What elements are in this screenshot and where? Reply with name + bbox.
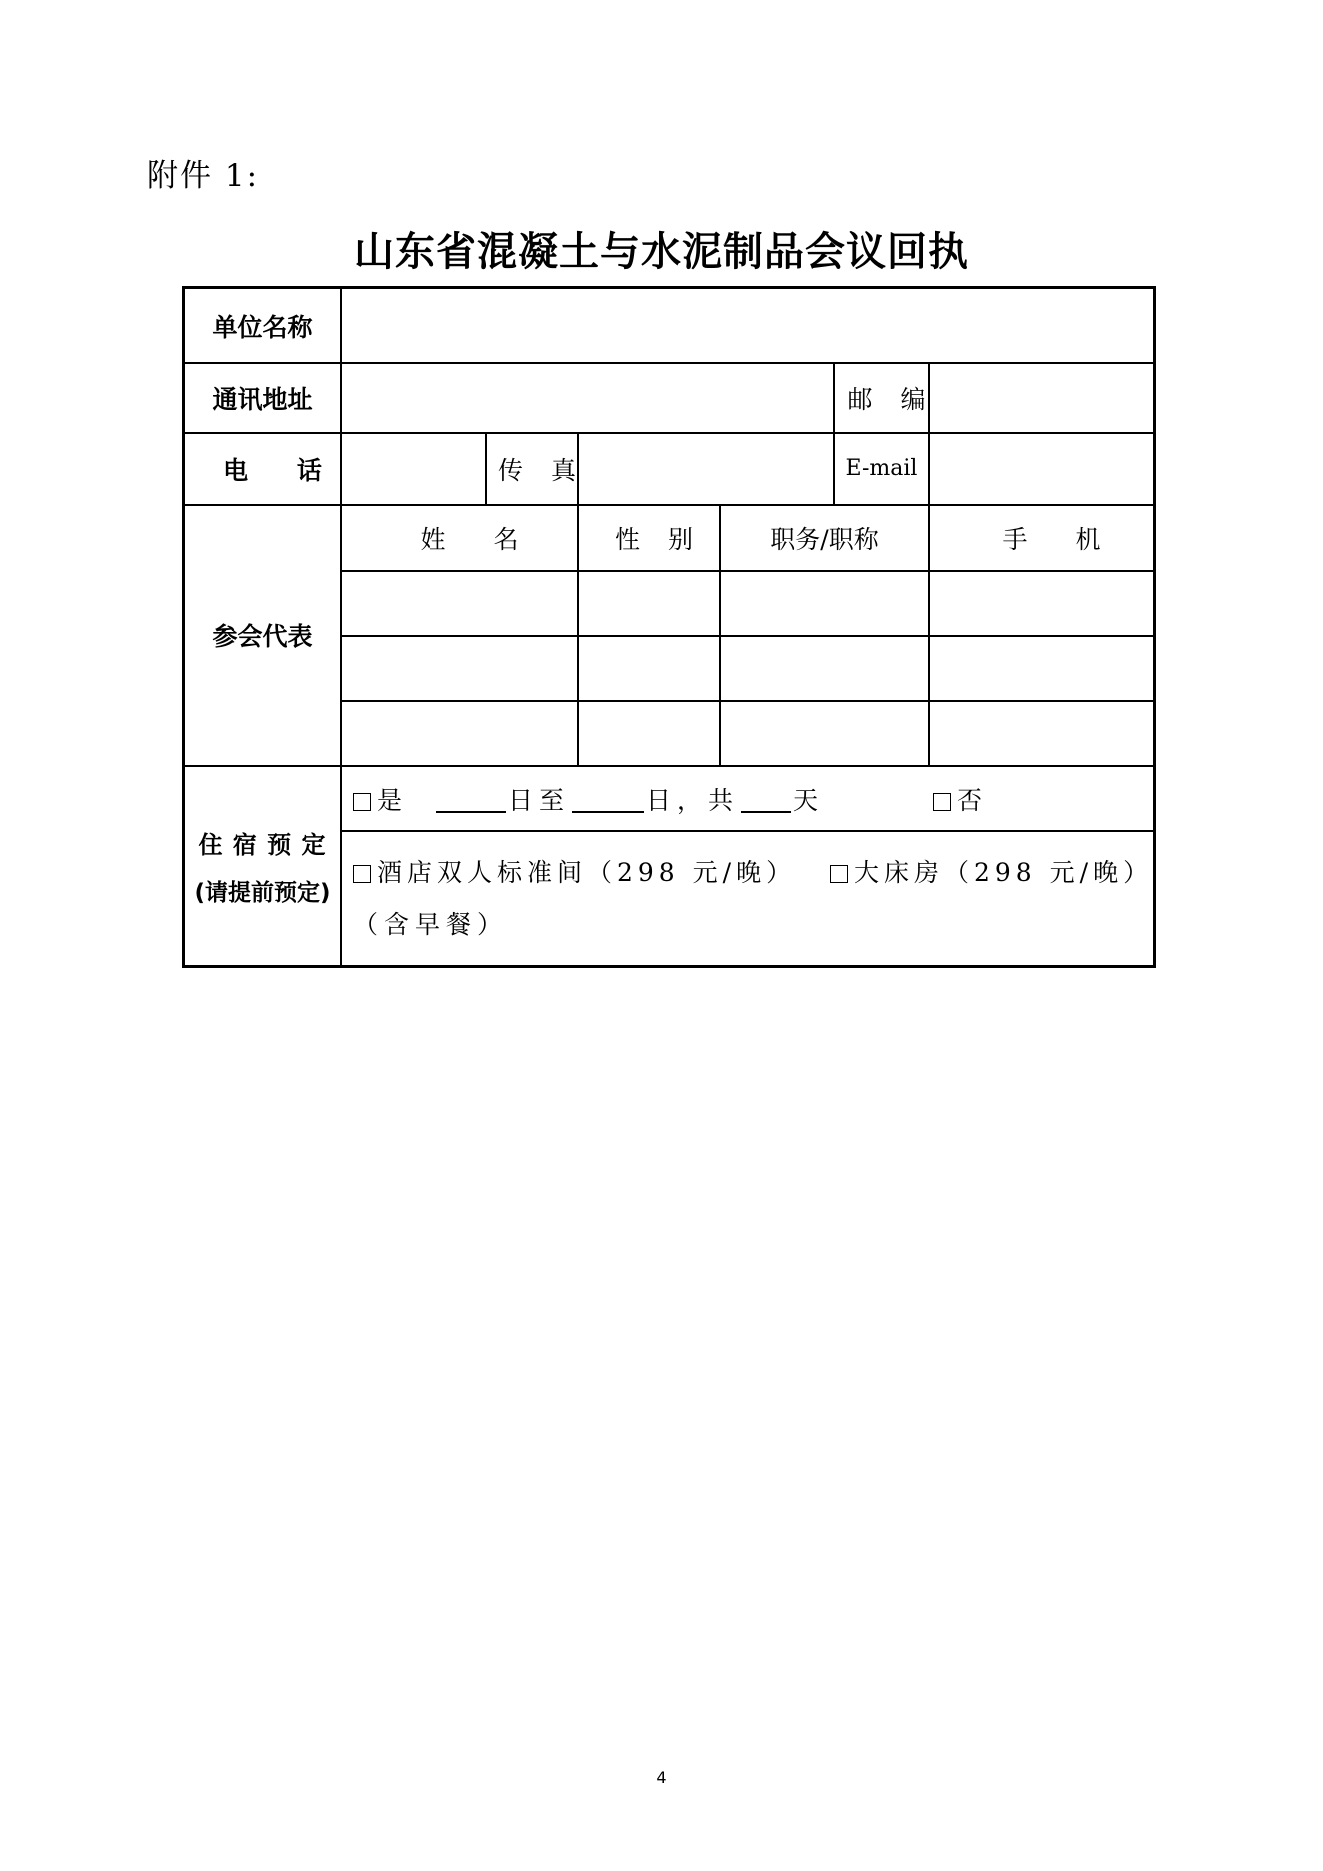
- lodging-no-option: [933, 781, 988, 817]
- end-day-blank[interactable]: [572, 789, 644, 813]
- start-day-blank[interactable]: [436, 789, 506, 813]
- days-unit-text: 天: [793, 786, 825, 815]
- delegates-label: 参会代表: [212, 622, 313, 651]
- postcode-label: 邮 编: [847, 384, 936, 414]
- col-name-header: 姓 名: [420, 524, 539, 554]
- reply-form: [182, 286, 1156, 968]
- breakfast-note: （含早餐）: [353, 910, 509, 939]
- lodging-no-checkbox[interactable]: [933, 793, 951, 811]
- lodging-label-note: (请提前预定): [194, 879, 331, 906]
- lodging-dates-row: [353, 781, 824, 817]
- lodging-yes-checkbox[interactable]: [353, 793, 371, 811]
- address-field[interactable]: [342, 363, 833, 432]
- room-king-option: [830, 853, 1153, 889]
- delegate-name-field[interactable]: [342, 636, 577, 700]
- delegate-name-field[interactable]: [342, 571, 577, 635]
- fax-label: 传 真: [498, 455, 586, 485]
- lodging-no-label: 否: [957, 786, 989, 815]
- day-from-text: 日至: [507, 786, 570, 815]
- col-gender-header: 性 别: [615, 524, 703, 554]
- org-name-label: 单位名称: [212, 312, 313, 342]
- room-standard-label: 酒店双人标准间（298 元/晚）: [377, 858, 797, 887]
- lodging-yes-label: 是: [377, 786, 409, 815]
- page-number: 4: [656, 1768, 667, 1787]
- org-name-field[interactable]: [342, 289, 1153, 362]
- address-label: 通讯地址: [212, 384, 313, 414]
- phone-label: 电 话: [223, 455, 342, 485]
- delegate-mobile-field[interactable]: [930, 636, 1153, 700]
- document-title: 山东省混凝土与水泥制品会议回执: [354, 228, 969, 275]
- day-to-text: 日，共: [645, 786, 739, 815]
- col-mobile-header: 手 机: [1002, 524, 1121, 554]
- delegate-title-field[interactable]: [721, 571, 928, 635]
- delegate-title-field[interactable]: [721, 701, 928, 765]
- phone-field[interactable]: [342, 433, 485, 504]
- col-title-header: 职务/职称: [770, 524, 879, 554]
- room-king-label: 大床房（298 元/晚）: [854, 858, 1154, 887]
- email-field[interactable]: [930, 433, 1153, 504]
- grid-line: [340, 830, 1153, 832]
- email-label: E-mail: [845, 456, 918, 481]
- total-days-blank[interactable]: [741, 789, 791, 813]
- postcode-field[interactable]: [930, 363, 1153, 432]
- delegate-mobile-field[interactable]: [930, 571, 1153, 635]
- room-standard-checkbox[interactable]: [353, 865, 371, 883]
- delegate-gender-field[interactable]: [579, 571, 719, 635]
- delegate-mobile-field[interactable]: [930, 701, 1153, 765]
- room-standard-option: [353, 853, 796, 889]
- fax-field[interactable]: [579, 433, 833, 504]
- attachment-label: 附件 1:: [147, 158, 260, 194]
- lodging-label: [185, 766, 340, 965]
- lodging-label-title: 住 宿 预 定: [198, 830, 327, 859]
- delegate-gender-field[interactable]: [579, 636, 719, 700]
- room-king-checkbox[interactable]: [830, 865, 848, 883]
- delegate-title-field[interactable]: [721, 636, 928, 700]
- delegate-name-field[interactable]: [342, 701, 577, 765]
- delegate-gender-field[interactable]: [579, 701, 719, 765]
